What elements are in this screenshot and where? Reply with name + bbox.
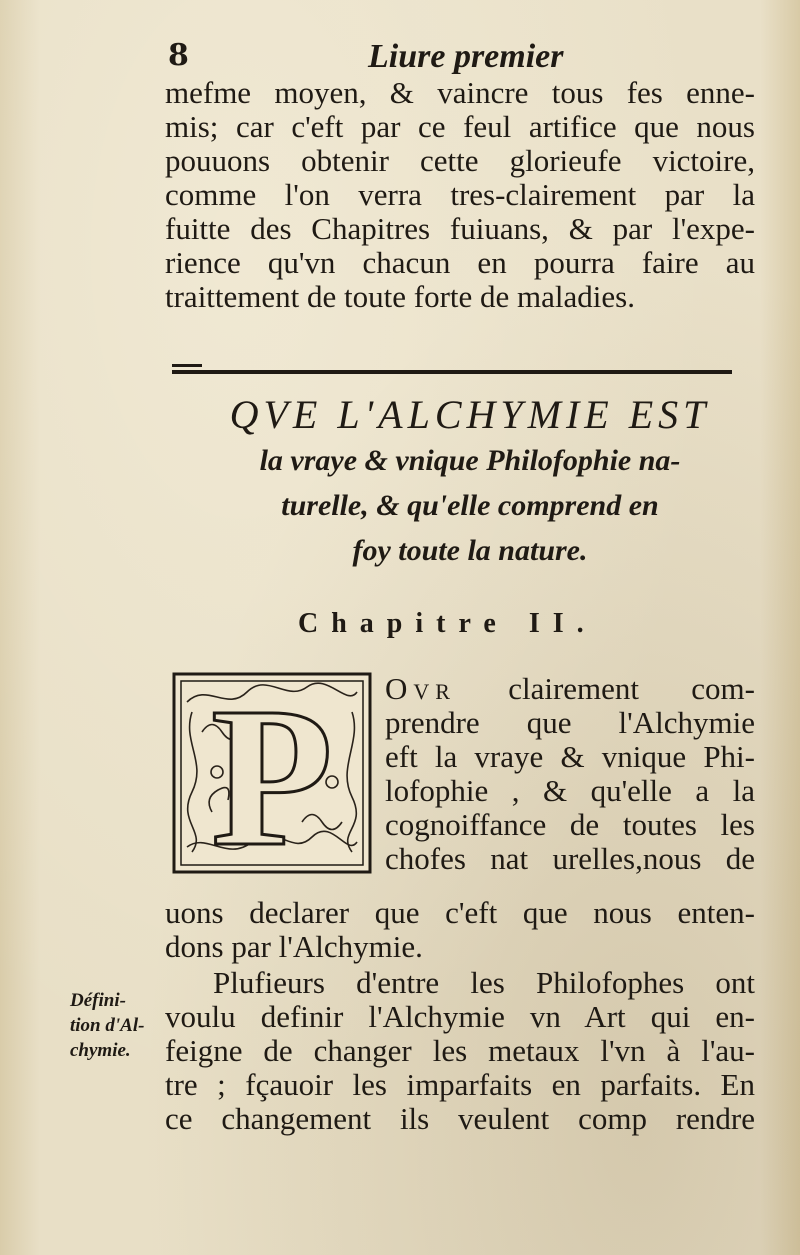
text-line: dons par l'Alchymie.	[165, 929, 423, 964]
margin-note-line: Défini-	[70, 990, 126, 1011]
text-line	[385, 672, 755, 706]
margin-note-line: chymie.	[70, 1040, 131, 1061]
chapter-title	[150, 392, 790, 573]
chapter-title-line: turelle, & qu'elle comprend en	[281, 489, 659, 522]
text-line: eft la vraye & vnique Phi-	[385, 739, 755, 774]
text-line: fuitte des Chapitres fuiuans, & par l'expe-	[165, 211, 755, 246]
chapter-title-line: la vraye & vnique Philofophie na-	[259, 444, 681, 477]
text-line: voulu definir l'Alchymie vn Art qui en-	[165, 999, 755, 1034]
margin-note	[70, 988, 165, 1063]
text-line: uons declarer que c'eft que nous enten-	[165, 895, 755, 930]
text-line: mefme moyen, & vaincre tous fes enne-	[165, 75, 755, 110]
text-line: feigne de changer les metaux l'vn à l'au-	[165, 1033, 755, 1068]
first-word: Ovr	[385, 671, 456, 706]
text-line: chofes nat urelles,nous de	[385, 841, 755, 876]
text-line: prendre que l'Alchymie	[385, 705, 755, 740]
paragraph-continuation	[165, 896, 755, 964]
running-title: Liure premier	[368, 38, 564, 75]
ornamental-initial-p-icon	[172, 672, 372, 874]
text-line: mis; car c'eft par ce feul artifice que nous	[165, 109, 755, 144]
text-line: lofophie , & qu'elle a la	[385, 773, 755, 808]
text-line: pouuons obtenir cette glorieufe victoire,	[165, 143, 755, 178]
text-line: traittement de toute forte de maladies.	[165, 279, 635, 314]
chapter-title-line: foy toute la nature.	[352, 534, 588, 567]
text-line: rience qu'vn chacun en pourra faire au	[165, 245, 755, 280]
page-number: 8	[168, 38, 189, 73]
section-rule	[172, 370, 732, 374]
text-line: tre ; fçauoir les imparfaits en parfaits. En	[165, 1067, 755, 1102]
initial-letter: P	[210, 672, 334, 874]
opening-paragraph	[385, 672, 755, 876]
text-line: Plufieurs d'entre les Philofophes ont	[213, 965, 755, 1000]
text-line: ce changement ils veulent comp rendre	[165, 1101, 755, 1136]
text-line: comme l'on verra tres-clairement par la	[165, 177, 755, 212]
first-line-rest: clairement com-	[508, 671, 755, 706]
chapter-number: Chapitre II.	[298, 608, 597, 639]
text-line: cognoiffance de toutes les	[385, 807, 755, 842]
margin-note-line: tion d'Al-	[70, 1015, 145, 1036]
chapter-title-line: QVE L'ALCHYMIE EST	[229, 392, 711, 437]
ornamental-initial	[172, 672, 372, 874]
paragraph-continued	[165, 76, 755, 314]
rule-flourish	[172, 364, 202, 367]
paragraph-definition	[165, 966, 755, 1136]
